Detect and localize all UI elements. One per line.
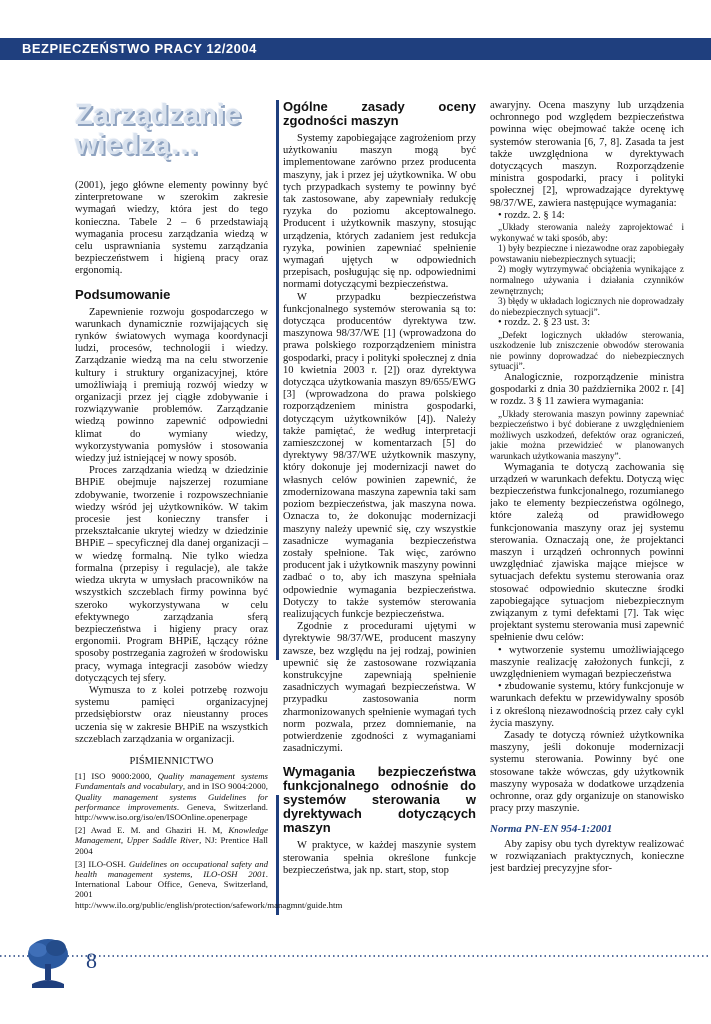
col3-paragraph-2: Analogicznie, rozporządzenie ministra gospodarki z dnia 30 października 2002 r. [4] w rozdz. 3 § 11 zawiera wymagania: (490, 371, 684, 408)
page-number: 8 (86, 948, 97, 973)
col3-bullet-3: • wytworzenie systemu umożliwiającego maszynie realizację założonych funkcji, z uwzględnieniem wymagań bezpieczeństwa (490, 644, 684, 680)
column-2 (283, 100, 476, 877)
intro-paragraph: (2001), jego główne elementy powinny być zinterpretowane w szerokim zakresie wymagań wiedzy, która jest do tego konieczna. Tabele 2 – 6 przedstawiają wymagania procesu zarządzania wiedzą w celu usprawniania systemu zarządzania bezpieczeństwem i higieną pracy oraz ergonomią. (75, 180, 268, 277)
references-heading: PIŚMIENNICTWO (129, 755, 214, 767)
column-divider-top (276, 100, 279, 660)
col2-paragraph-3: Zgodnie z procedurami ujętymi w dyrektywie 98/37/WE, producent maszyny zawsze, bez względu na jej rodzaj, powinien upewnić się że zastosowane rozwiązania konstrukcyjne zapewniają spełnienie zasadniczych wymagań bezpieczeństwa. W przypadku zastosowania norm zharmonizowanych spełnienie wymagań tych norm pozwala, przez domniemanie, na potwierdzenie zgodności z wymaganiami zasadniczymi. (283, 621, 476, 755)
section-heading-conformity: Ogólne zasady oceny zgodności maszyn (283, 99, 476, 128)
summary-paragraph-1: Zapewnienie rozwoju gospodarczego w warunkach dynamicznie rozwijających się rynków światowych wymaga koordynacji ludzi, procesów, technologii i wiedzy. Zarządzanie wiedzą ma na celu stworzenie kultury i struktury organizacyjnej, które umożliwiają i premiują rozwój wiedzy w organizacji przez jej ciągłe zdobywanie i rozwiązywanie problemów. Zarządzanie wiedzą powinno zapewnić odpowiedni klimat do wymiany wiedzy, wykorzystywania pomysłów i stosowania wiedzy już istniejącej w nowy sposób. (75, 306, 268, 465)
col3-bullet-4: • zbudowanie systemu, który funkcjonuje w warunkach defektu w przewidywalny sposób i z określoną niezawodnością przez cały cykl życia maszyny. (490, 681, 684, 729)
quote-1-item-2: 2) mogły wytrzymywać obciążenia wynikające z normalnego używania i działania czynników zewnętrznych; (490, 264, 684, 296)
column-divider-bottom (276, 795, 279, 915)
article-title: Zarządzanie wiedzą… (75, 99, 241, 161)
quote-1: „Układy sterowania należy zaprojektować i wykonywać w taki sposób, aby: (490, 222, 684, 243)
col3-paragraph-4: Zasady te dotyczą również użytkownika maszyny, jeśli dokonuje modernizacji systemu sterowania. Powinny być one stosowane także wówczas, gdy użytkownik maszyny wyposaża w dodatkowe urządzenia ochronne, oraz gdy organizuje on stanowisko pracy przy maszynie. (490, 730, 684, 815)
quote-1-item-1: 1) były bezpieczne i niezawodne oraz zapobiegały powstawaniu niebezpiecznych sytuacji; (490, 243, 684, 264)
reference-3: [3] ILO-OSH. Guidelines on occupational safety and health management systems, ILO-OSH 2001. International Labour Office, Geneva, Switzerland, 2001 http://www.ilo.org/public/english/protection/safework/managmnt/guide.htm (75, 858, 343, 910)
col2-paragraph-1: Systemy zapobiegające zagrożeniom przy użytkowaniu maszyn mogą być implementowane zarówno przez producenta maszyny, jak i przez jej użytkownika. W obu tych przypadkach systemy te powinny być tak zastosowane, aby zapewniały redukcję ryzyka do poziomu akceptowalnego. Producent i użytkownik maszyny, stosując urządzenia, których zadaniem jest redukcja ryzyka, powinien zapewniać spełnienie wymagań ujętych w odpowiednich przepisach, posługując się np. odpowiednimi normami dotyczącymi bezpieczeństwa. (283, 133, 476, 291)
subheading-standard: Norma PN-EN 954-1:2001 (490, 823, 613, 836)
col3-bullet-2: • rozdz. 2. § 23 ust. 3: (498, 317, 591, 329)
col3-paragraph-3: Wymagania te dotyczą zachowania się urządzeń w warunkach defektu. Dotyczą więc bezpieczeństwa funkcjonalnego, rozumianego jako te elementy bezpieczeństwa ogólnego, które zależą od prawidłowego funkcjonowania maszyny oraz jej systemu sterowania. Oznaczają one, że projektanci maszyn i urządzeń ochronnych powinni uwzględniać zjawiska mające miejsce w sytuacjach defektu systemu sterowania oraz stosować odpowiednio skuteczne środki zapobiegające sytuacjom niebezpiecznym związanym z tymi defektami [7]. Tak więc projektant systemu sterowania musi zapewnić spełnienie dwu celów: (490, 461, 684, 644)
col2-paragraph-4: W praktyce, w każdej maszynie system sterowania spełnia określone funkcje bezpieczeństwa, jak np. start, stop, stop (283, 840, 476, 876)
section-heading-requirements: Wymagania bezpieczeństwa funkcjonalnego odnośnie do systemów sterowania w dyrektywach dotyczących maszyn (283, 764, 476, 836)
column-1 (75, 99, 343, 913)
footer-dotted-line (0, 954, 711, 958)
summary-paragraph-2: Proces zarządzania wiedzą w dziedzinie BHPiE obejmuje najszerzej rozumiane zdobywanie, tworzenie i rozpowszechnianie wiedzy wśród jej użytkowników. W takim procesie jest konieczny transfer i przekształcanie ukrytej wiedzy w dziedzinie BHPiE – specyficznej dla danej organizacji – w wiedzę formalną. Nie tylko wiedza formalna (przepisy i regulacje), ale także wiedza ukryta w umysłach pracowników na wszystkich szczeblach firmy powinna być szeroko wykorzystywana w celu efektywnego zarządzania sferą bezpieczeństwa i higieny pracy oraz ergonomii. Program BHPiE, łączący różne sposoby postrzegania zagrożeń w środowisku pracy, wymaga integracji zasobów wiedzy dotyczących tej sfery. (75, 465, 268, 684)
col3-paragraph-1: awaryjny. Ocena maszyny lub urządzenia ochronnego pod względem bezpieczeństwa powinna więc obejmować także ocenę ich systemów sterowania [6, 7, 8]. Zasada ta jest także uwzględniona w dyrektywach dotyczących maszyn. Rozporządzenie ministra gospodarki, pracy i polityki społecznej [2], wprowadzające dyrektywę 98/37/WE, zawiera następujące wymagania: (490, 100, 684, 209)
col3-bullet-1: • rozdz. 2. § 14: (498, 209, 565, 221)
quote-2: „Defekt logicznych układów sterowania, uszkodzenie lub zniszczenie obwodów sterowania nie powinny doprowadzać do niebezpiecznych sytuacji”. (490, 329, 684, 372)
journal-title: BEZPIECZEŃSTWO PRACY 12/2004 (22, 41, 257, 56)
tree-logo-icon (22, 934, 74, 995)
summary-paragraph-3: Wymusza to z kolei potrzebę rozwoju systemu pamięci organizacyjnej przedsiębiorstw oraz nieustanny proces uczenia się w zakresie BHPiE na wszystkich szczeblach zarządzania w organizacji. (75, 684, 268, 745)
reference-1: [1] ISO 9000:2000, Quality management systems Fundamentals and vocabulary, and in ISO 9004:2000, Quality management systems Guidelines for performance improvements. Geneva, Switzerland. http://www.iso.org/iso/en/ISOOnline.openerpage (75, 771, 269, 822)
quote-1-item-3: 3) błędy w układach logicznych nie doprowadzały do niebezpiecznych sytuacji”. (490, 296, 684, 317)
reference-2: [2] Awad E. M. and Ghaziri H. M, Knowledge Management, Upper Saddle River, NJ: Prentice Hall 2004 (75, 825, 268, 856)
quote-3: „Układy sterowania maszyn powinny zapewniać bezpieczeństwo i być dobierane z uwzględnieniem możliwych uszkodzeń, defektów oraz ograniczeń, jakie można przewidzieć w planowanych warunkach użytkowania maszyny”. (490, 408, 684, 461)
column-3 (490, 100, 684, 930)
col3-paragraph-5: Aby zapisy obu tych dyrektyw realizować w rozwiązaniach praktycznych, konieczne jest bardziej precyzyjne sfor- (490, 838, 684, 875)
col2-paragraph-2: W przypadku bezpieczeństwa funkcjonalnego systemów sterowania są to: dotycząca producentów dyrektywa tzw. maszynowa 98/37/WE [1] (wprowadzona do prawa polskiego rozporządzeniem ministra gospodarki, pracy i polityki społecznej z dnia 10 kwietnia 2003 r. [2]) oraz dyrektywa dotycząca użytkowania maszyn 89/655/EWG [3] (wprowadzona do prawa polskiego rozporządzeniem ministra gospodarki, dotyczącym użytkowników [4]). Należy także pamiętać, że według interpretacji zamieszczonej w komentarzach [5] do dyrektywy 98/37/WE użytkownik maszyny, który dokonuje jej modernizacji nawet do własnych celów powinien zapewnić, że zmodernizowana maszyna zapewnia taki sam poziom bezpieczeństwa, jak maszyna nowa. Oznacza to, że dokonując modernizacji maszyny należy upewnić się, czy wszystkie zasadnicze wymagania bezpieczeństwa zostały spełnione. Tak więc, zarówno producent jak i użytkownik maszyny powinni zadbać o to, aby ich maszyna spełniała odpowiednie wymagania bezpieczeństwa. Dotyczy to także systemów sterowania realizujących funkcje bezpieczeństwa. (283, 291, 476, 620)
header-bar (0, 38, 711, 60)
summary-heading: Podsumowanie (75, 286, 171, 302)
